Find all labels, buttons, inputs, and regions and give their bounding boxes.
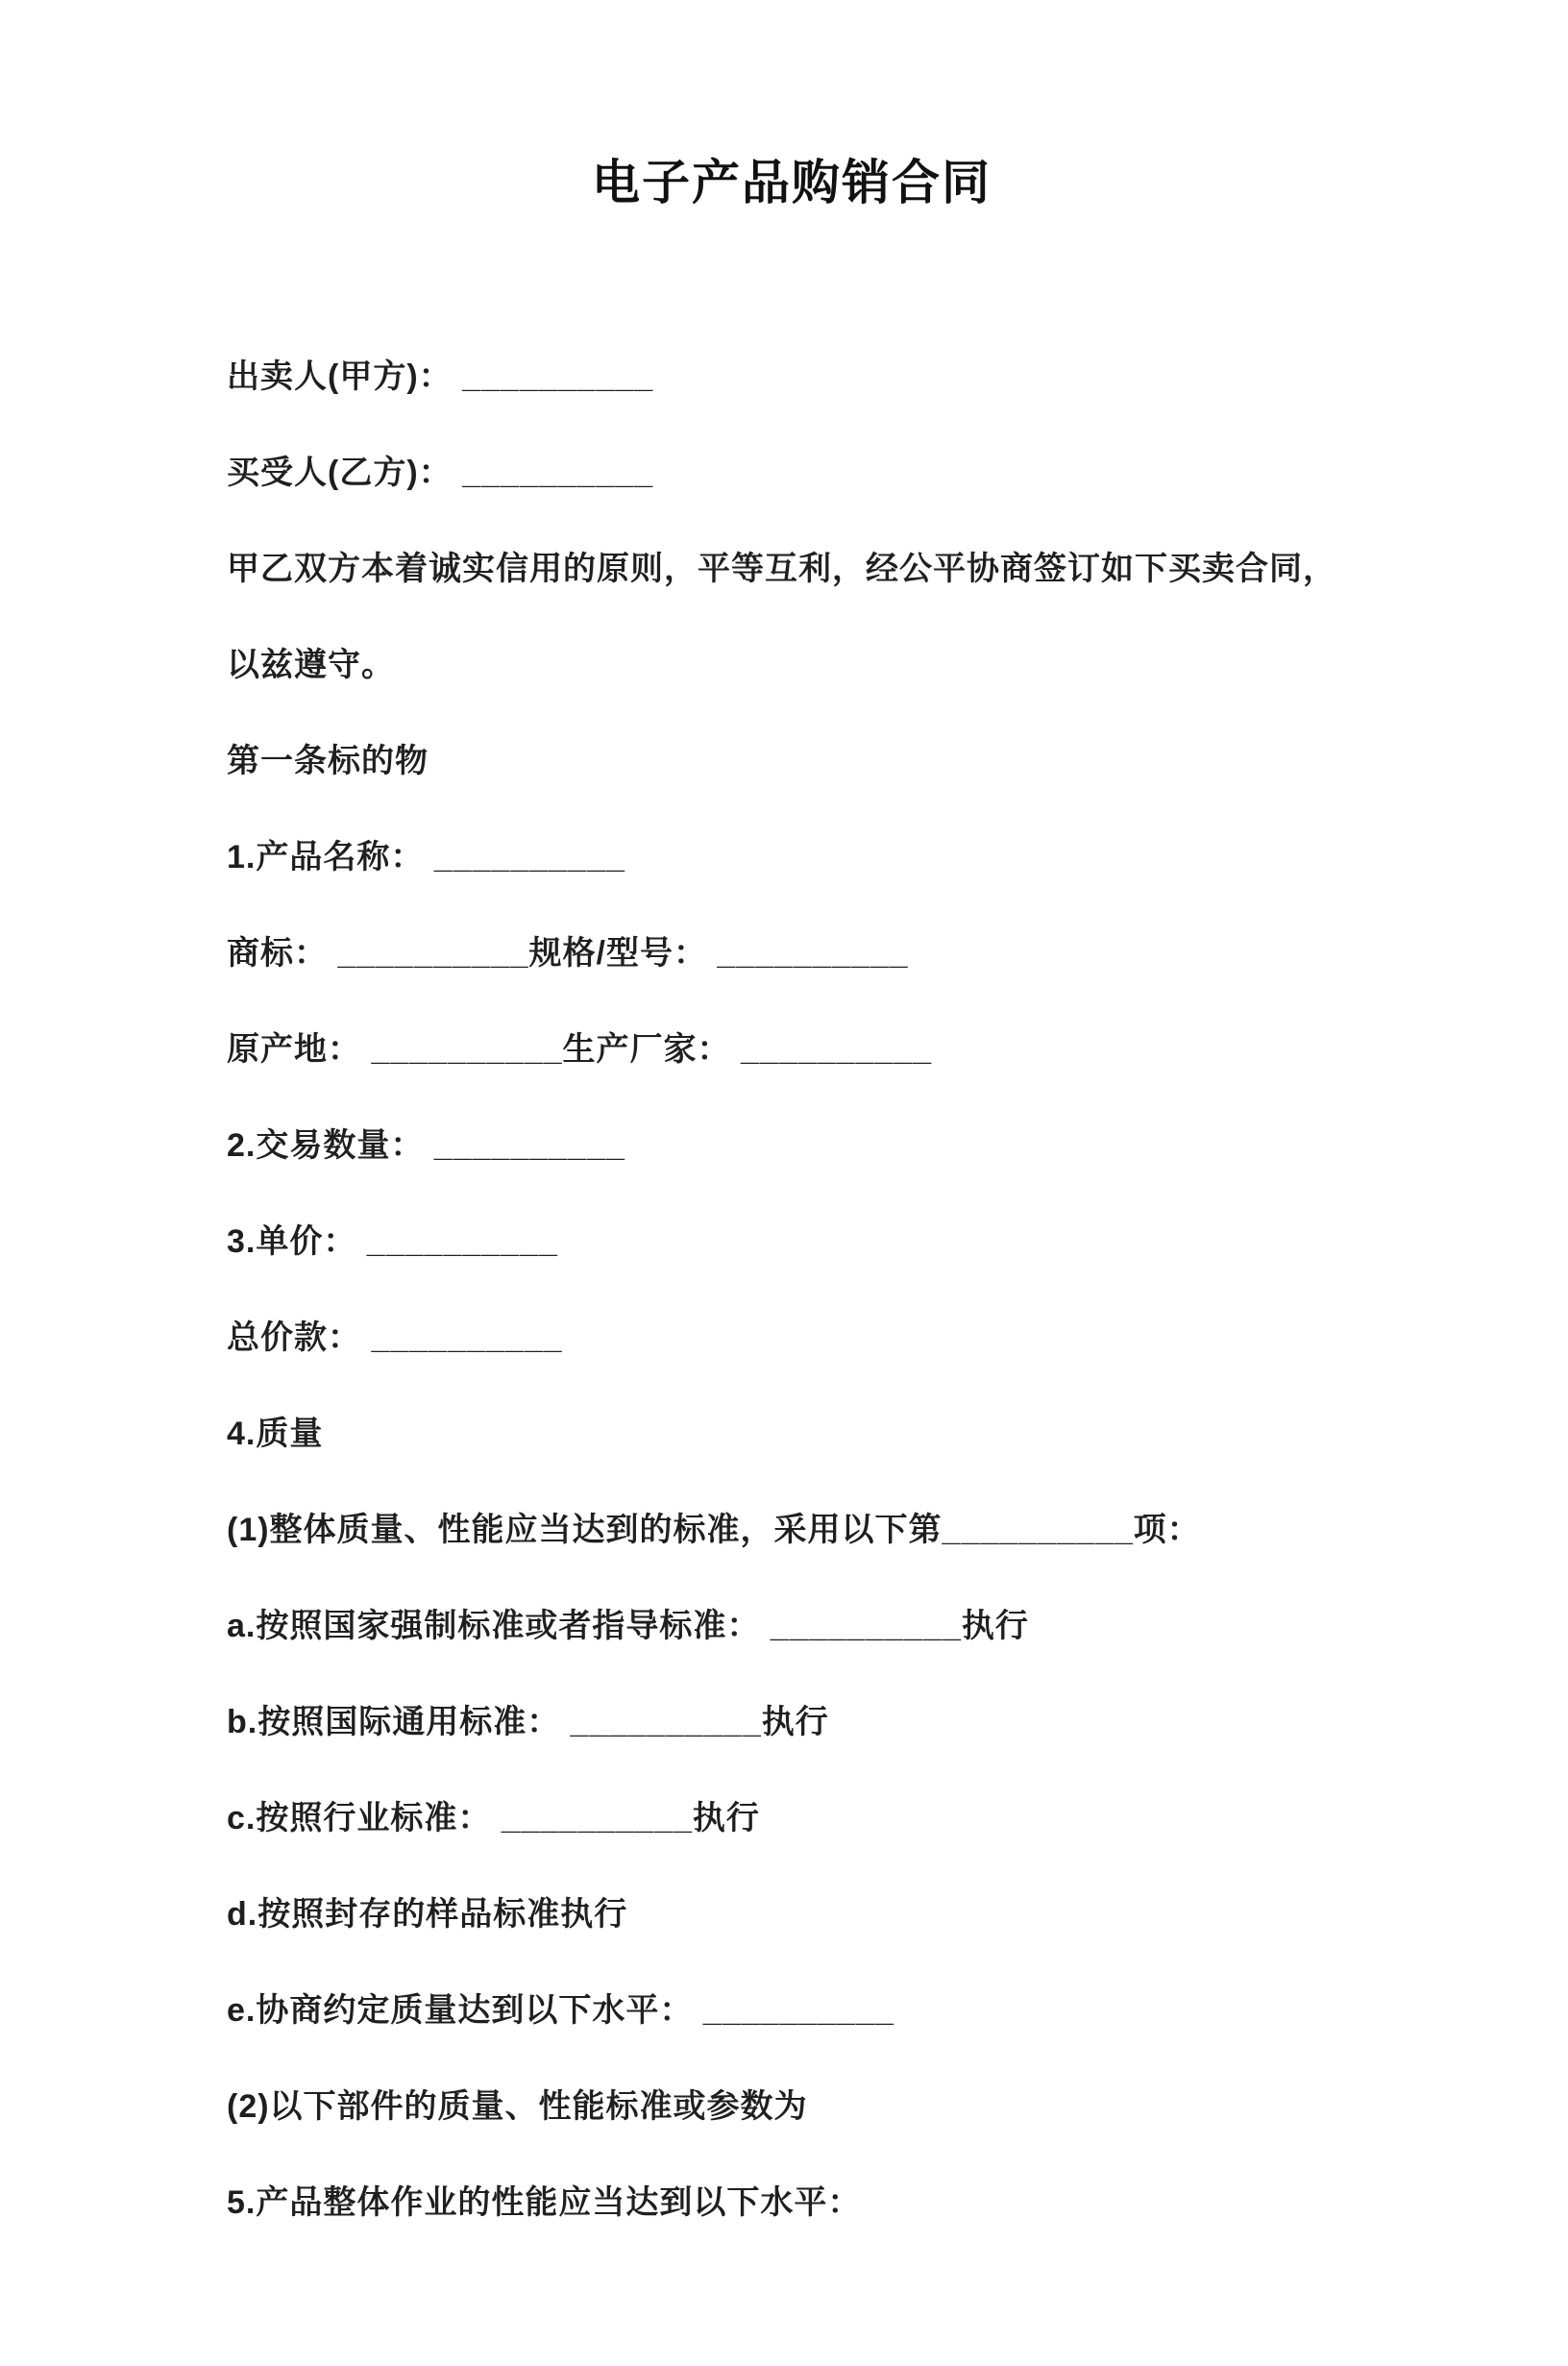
line-standard-a: a.按照国家强制标准或者指导标准： __________执行 [227,1608,1029,1644]
line-article1-heading: 第一条标的物 [227,743,429,779]
line-unit-price: 3.单价： __________ [227,1223,558,1260]
document-title: 电子产品购销合同 [592,156,992,209]
line-buyer: 买受人(乙方)： __________ [227,455,654,491]
line-quality-heading: 4.质量 [227,1416,324,1452]
line-preamble: 甲乙双方本着诚实信用的原则，平等互利，经公平协商签订如下买卖合同，以兹遵守。 [227,551,1336,683]
line-quality-standard: (1)整体质量、性能应当达到的标准，采用以下第__________项： [227,1512,1201,1548]
line-origin-maker: 原产地： __________生产厂家： __________ [227,1031,933,1068]
line-standard-b: b.按照国际通用标准： __________执行 [227,1704,829,1740]
line-standard-d: d.按照封存的样品标准执行 [227,1896,628,1933]
line-performance: 5.产品整体作业的性能应当达到以下水平： [227,2184,862,2221]
line-product-name: 1.产品名称： __________ [227,839,625,875]
document-body [227,329,1357,2251]
line-standard-c: c.按照行业标准： __________执行 [227,1800,760,1836]
line-quantity: 2.交易数量： __________ [227,1127,625,1164]
line-seller: 出卖人(甲方)： __________ [227,358,654,395]
line-parts-quality: (2)以下部件的质量、性能标准或参数为 [227,2088,808,2125]
line-total-price: 总价款： __________ [227,1319,563,1356]
line-trademark-model: 商标： __________规格/型号： __________ [227,935,909,972]
line-standard-e: e.协商约定质量达到以下水平： __________ [227,1992,894,2029]
